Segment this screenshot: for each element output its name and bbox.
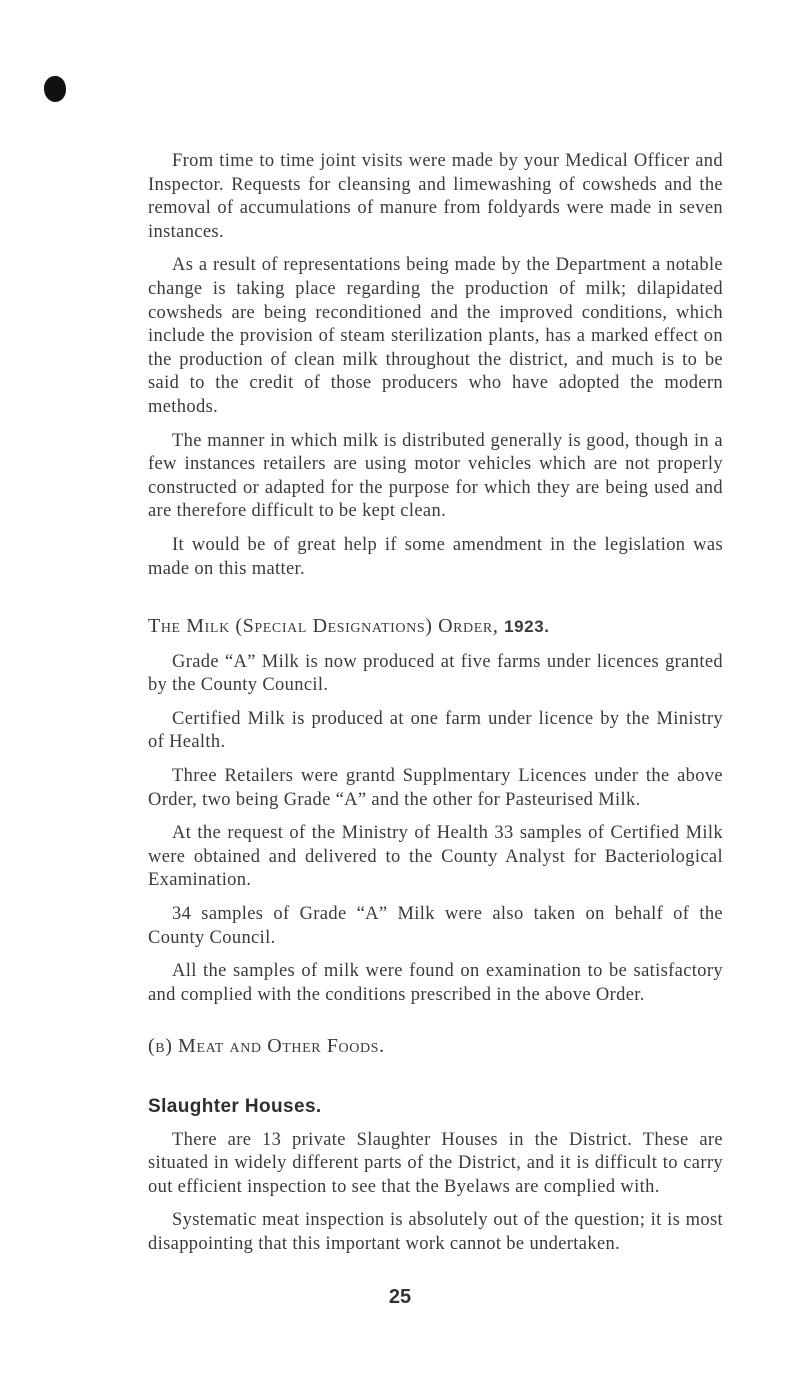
page-number: 25 [388, 1286, 412, 1308]
paragraph-meat-inspection: Systematic meat inspection is absolutely out of the question; it is most disappointing that this important work cannot be undertaken. [148, 1210, 723, 1254]
paragraph-certified: Certified Milk is produced at one farm under licence by the Ministry of Health. [148, 708, 723, 753]
paragraph-grade-a-samples: 34 samples of Grade “A” Milk were also taken on behalf of the County Council. [148, 904, 723, 948]
meat-heading: (b) Meat and Other Foods. [148, 1035, 385, 1058]
milk-order-heading [148, 615, 723, 639]
milk-order-heading-text: The Milk (Special Designations) Order, [148, 615, 499, 638]
paragraph-ministry-samples: At the request of the Ministry of Health 33 samples of Certified Milk were obtained and delivered to the County Analyst for Bacteriological Examination. [148, 823, 723, 891]
paragraph-slaughter-houses: There are 13 private Slaughter Houses in the District. These are situated in widely different parts of the District, and it is difficult to carry out efficient inspection to see that the Byelaws are complied with. [148, 1129, 723, 1197]
paragraph-legislation: It would be of great help if some amendment in the legislation was made on this matter. [148, 534, 723, 579]
ink-blot [42, 75, 67, 104]
paragraph-grade-a: Grade “A” Milk is now produced at five farms under licences granted by the County Council. [148, 651, 723, 696]
paragraph-satisfactory: All the samples of milk were found on examination to be satisfactory and complied with the conditions prescribed in the above Order. [148, 961, 723, 1005]
milk-order-heading-year: 1923. [504, 617, 550, 637]
paragraph-distribution: The manner in which milk is distributed generally is good, though in a few instances retailers are using motor vehicles which are not properly constructed or adapted for the purpose for which they are being used and are therefore difficult to be kept clean. [148, 430, 723, 522]
paragraph-retailers: Three Retailers were grantd Supplmentary Licences under the above Order, two being Grade “A” and the other for Pasteurised Milk. [148, 766, 723, 810]
slaughter-heading: Slaughter Houses. [148, 1096, 322, 1117]
paragraph-representations: As a result of representations being made by the Department a notable change is taking place regarding the production of milk; dilapidated cowsheds are being reconditioned and the improved conditions, which include the provision of steam sterilization plants, has a marked effect on the production of clean milk throughout the district, and much is to be said to the credit of those producers who have adopted the modern methods. [148, 255, 723, 417]
body-text [148, 150, 723, 1267]
paragraph-joint-visits: From time to time joint visits were made by your Medical Officer and Inspector. Requests for cleansing and limewashing of cowsheds and the removal of accumulations of manure from foldyards were made in seven instances. [148, 151, 723, 242]
